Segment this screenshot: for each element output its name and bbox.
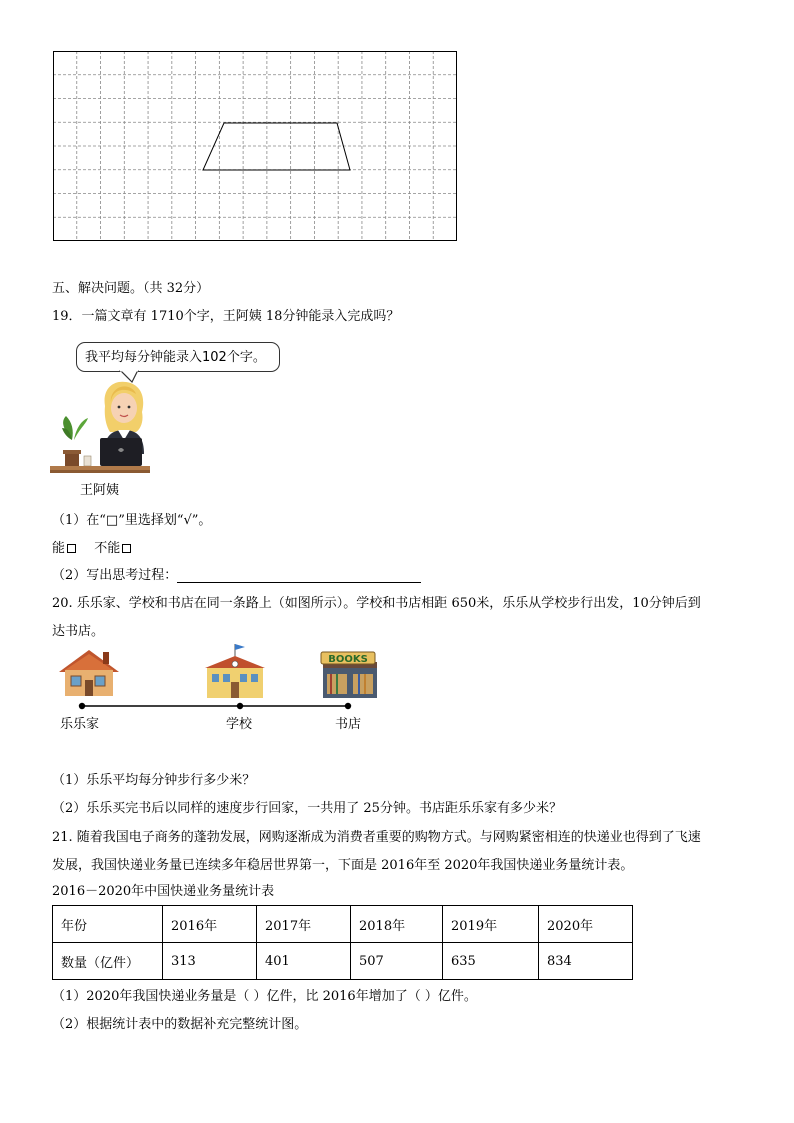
question-20-text-line2: 达书店。 [52, 624, 105, 639]
house-icon [59, 650, 119, 696]
q19-part2-text: （2）写出思考过程： [52, 568, 178, 583]
table-cell: 834 [539, 943, 633, 980]
q20-part1: （1）乐乐平均每分钟步行多少米？ [52, 773, 256, 788]
grid-drawing [53, 51, 457, 243]
table-cell: 2017年 [257, 906, 351, 943]
section-title: 五、解决问题。（共 32分） [52, 281, 210, 296]
label-home: 乐乐家 [60, 717, 100, 732]
table-cell: 2018年 [351, 906, 443, 943]
table-cell: 313 [163, 943, 257, 980]
question-19-text: 19．一篇文章有 1710个字，王阿姨 18分钟能录入完成吗？ [52, 309, 400, 324]
table-cell: 年份 [53, 906, 163, 943]
person-label: 王阿姨 [80, 483, 120, 498]
trapezoid-shape [203, 123, 350, 170]
bookstore-icon [321, 652, 377, 698]
q21-part1: （1）2020年我国快递业务量是（ ）亿件，比 2016年增加了（ ）亿件。 [52, 989, 477, 1004]
table-cell: 2019年 [443, 906, 539, 943]
woman-at-laptop-illustration [50, 370, 160, 476]
table-cell: 数量（亿件） [53, 943, 163, 980]
q21-part2: （2）根据统计表中的数据补充完整统计图。 [52, 1017, 308, 1032]
q19-choices [52, 537, 131, 556]
q20-part2: （2）乐乐买完书后以同样的速度步行回家，一共用了 25分钟。书店距乐乐家有多少米？ [52, 801, 562, 816]
speech-bubble [76, 342, 280, 372]
question-20-text-line1: 20. 乐乐家、学校和书店在同一条路上（如图所示）。学校和书店相距 650米，乐乐从学校步行出发，10分钟后到 [52, 596, 701, 611]
table-cell: 507 [351, 943, 443, 980]
table-cell: 401 [257, 943, 351, 980]
speech-bubble-text: 我平均每分钟能录入102个字。 [85, 350, 266, 365]
table-cell: 635 [443, 943, 539, 980]
answer-blank-line[interactable] [177, 568, 421, 583]
question-21-text-line1: 21. 随着我国电子商务的蓬勃发展，网购逐渐成为消费者重要的购物方式。与网购紧密相连的快递业也得到了飞速 [52, 830, 701, 845]
statistics-table [52, 905, 633, 980]
choice-no-label: 不能 [94, 541, 121, 556]
route-diagram [55, 642, 395, 714]
books-sign-text: BOOKS [328, 654, 368, 665]
choice-yes-label: 能 [52, 541, 66, 556]
school-icon [205, 644, 265, 698]
label-bookstore: 书店 [335, 717, 362, 732]
q19-part1: （1）在“□”里选择划“√”。 [52, 513, 212, 528]
table-cell: 2016年 [163, 906, 257, 943]
choice-no-checkbox[interactable] [122, 544, 131, 553]
label-school: 学校 [226, 717, 253, 732]
table-title: 2016－2020年中国快递业务量统计表 [52, 884, 275, 899]
table-cell: 2020年 [539, 906, 633, 943]
choice-yes-checkbox[interactable] [67, 544, 76, 553]
table-header-row [53, 906, 633, 943]
q19-part2 [52, 564, 421, 583]
table-row [53, 943, 633, 980]
question-21-text-line2: 发展，我国快递业务量已连续多年稳居世界第一，下面是 2016年至 2020年我国快递业务量统计表。 [52, 858, 634, 873]
